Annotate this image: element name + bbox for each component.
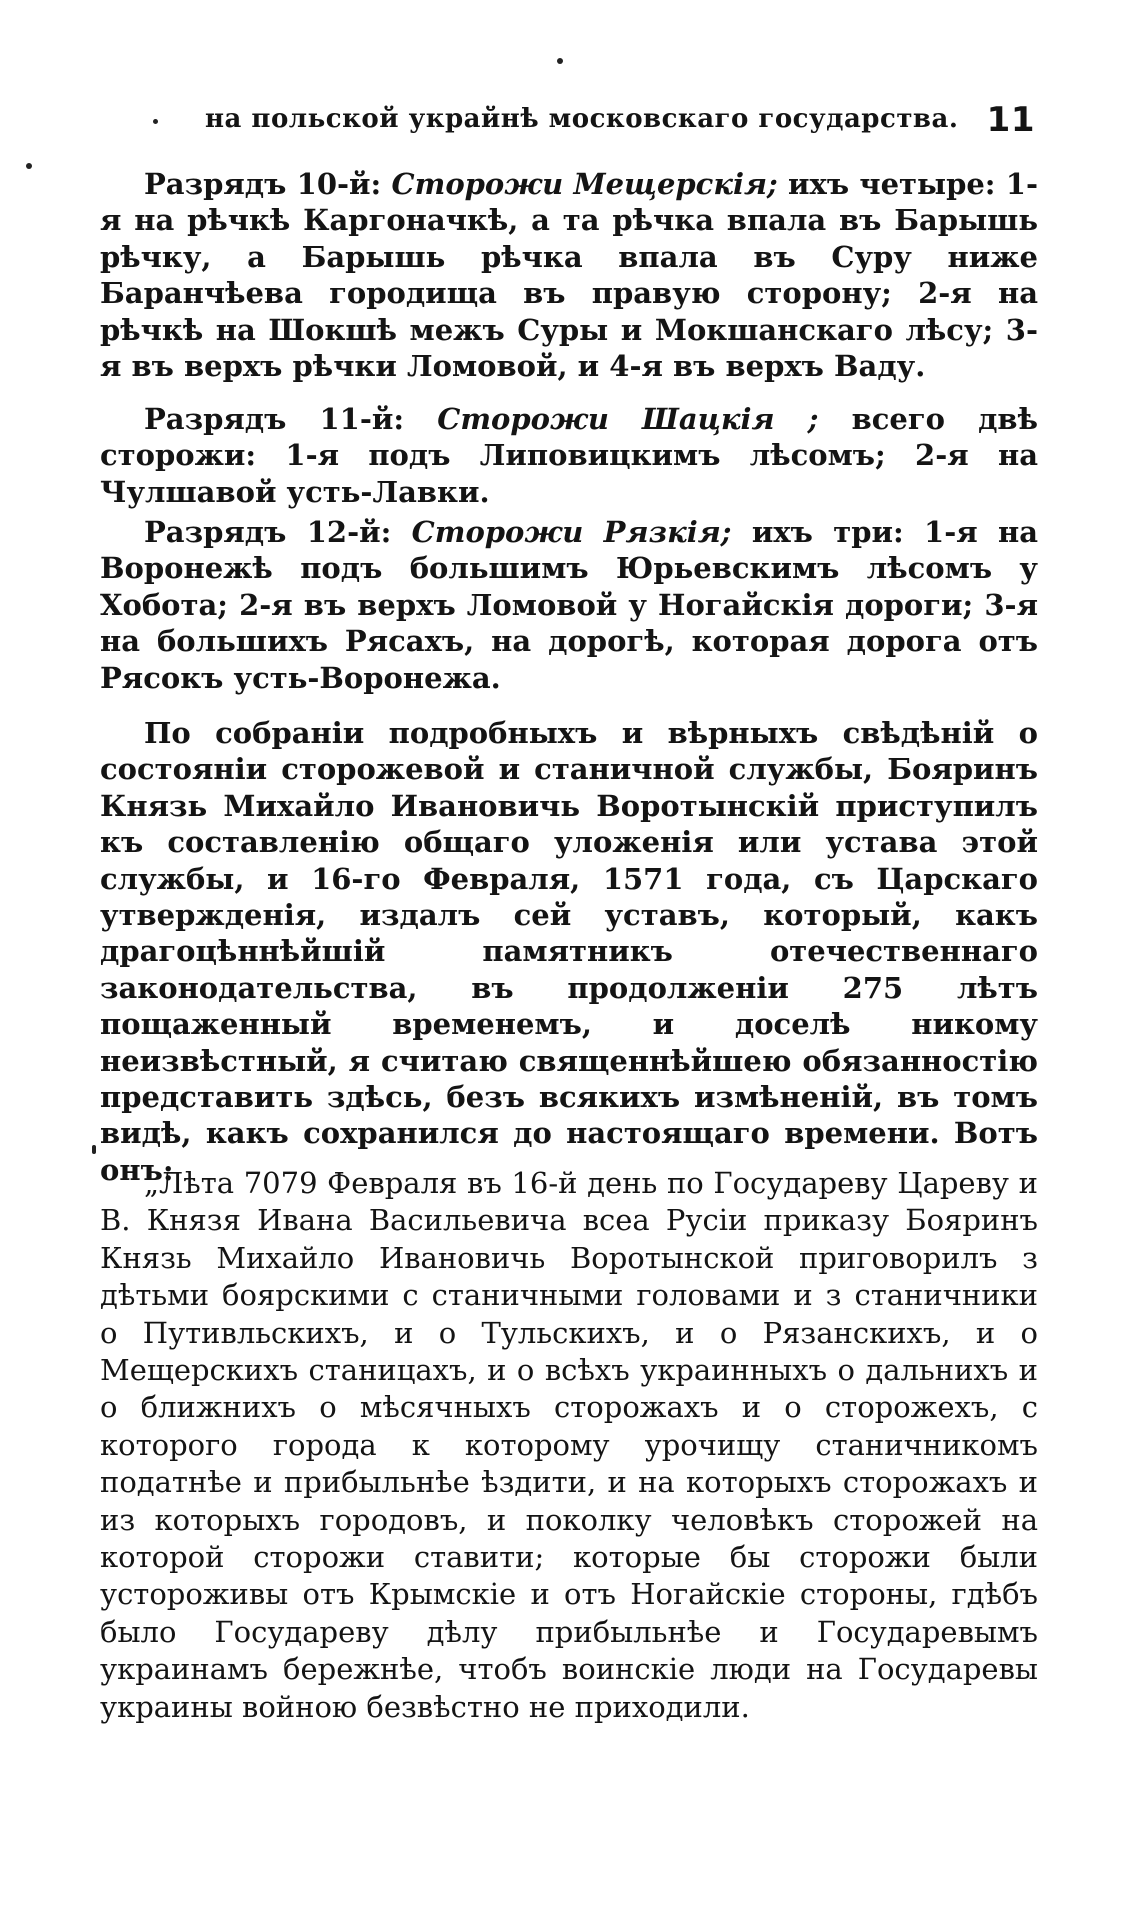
running-header xyxy=(205,100,1035,144)
razryad-10-lead: Разрядъ 10-й: xyxy=(144,167,382,201)
intro-text: По собраніи подробныхъ и вѣрныхъ свѣдѣній о состояніи сторожевой и станичной службы, Бояринъ Князь Михайло Ивановичь Воротынскій приступилъ къ составленію общаго уложенія или устава этой службы, и 16-го Февраля, 1571 года, съ Царскаго утвержденія, издалъ сей уставъ, который, какъ драгоцѣннѣйшій памятникъ отечественнаго законодательства, въ продолженіи 275 лѣтъ пощаженный временемъ, и доселѣ никому неизвѣстный, я считаю священнѣйшею обязанностію представить здѣсь, безъ всякихъ измѣненій, въ томъ видѣ, какъ сохранился до настоящаго времени. Вотъ онъ: xyxy=(100,716,1038,1187)
paragraph-razryad-11 xyxy=(100,401,1038,510)
print-speck xyxy=(92,1145,96,1154)
razryad-10-title: Сторожи Мещерскія; xyxy=(391,167,778,201)
page-number: 11 xyxy=(986,100,1035,140)
razryad-11-title: Сторожи Шацкія ; xyxy=(437,402,819,436)
razryad-11-text: всего двѣ сторожи: 1-я подъ Липовицкимъ лѣсомъ; 2-я на Чулшавой усть-Лавки. xyxy=(100,402,1038,509)
razryad-11-lead: Разрядъ 11-й: xyxy=(144,402,405,436)
paragraph-razryad-10 xyxy=(100,166,1038,384)
razryad-10-text: ихъ четыре: 1-я на рѣчкѣ Каргоначкѣ, а та рѣчка впала въ Барышь рѣчку, а Барышь рѣчка впала въ Суру ниже Баранчѣева городища въ правую сторону; 2-я на рѣчкѣ на Шокшѣ межъ Суры и Мокшанскаго лѣсу; 3-я въ верхъ рѣчки Ломовой, и 4-я въ верхъ Ваду. xyxy=(100,167,1038,384)
print-speck xyxy=(26,163,32,169)
paragraph-quote xyxy=(100,1165,1038,1726)
print-speck xyxy=(153,119,158,124)
print-speck xyxy=(557,58,563,64)
paragraph-intro xyxy=(100,715,1038,1188)
quote-text: „Лѣта 7079 Февраля въ 16-й день по Государеву Цареву и В. Князя Ивана Васильевича всеа Русіи приказу Бояринъ Князь Михайло Ивановичь Воротынской приговорилъ з дѣтьми боярскими с станичными головами и з станичники о Путивльскихъ, и о Тульскихъ, и о Рязанскихъ, и о Мещерскихъ станицахъ, и о всѣхъ украинныхъ о дальнихъ и о ближнихъ о мѣсячныхъ сторожахъ и о сторожехъ, с которого города к которому урочищу станичникомъ податнѣе и прибыльнѣе ѣздити, и на которыхъ сторожахъ и из которыхъ городовъ, и поколку человѣкъ сторожей на которой сторожи ставити; которые бы сторожи были устороживы отъ Крымскіе и отъ Ногайскіе стороны, гдѣбъ было Государеву дѣлу прибыльнѣе и Государевымъ украинамъ бережнѣе, чтобъ воинскіе люди на Государевы украины войною безвѣстно не приходили. xyxy=(100,1166,1038,1724)
razryad-12-text: ихъ три: 1-я на Воронежѣ подъ большимъ Юрьевскимъ лѣсомъ у Хобота; 2-я въ верхъ Ломовой у Ногайскія дороги; 3-я на большихъ Рясахъ, на дорогѣ, которая дорога отъ Рясокъ усть-Воронежа. xyxy=(100,515,1039,695)
paragraph-razryad-12 xyxy=(100,514,1038,696)
razryad-12-lead: Разрядъ 12-й: xyxy=(144,515,392,549)
running-title: на польской украйнѣ московскаго государства. xyxy=(205,104,959,134)
razryad-12-title: Сторожи Рязкія; xyxy=(411,515,732,549)
